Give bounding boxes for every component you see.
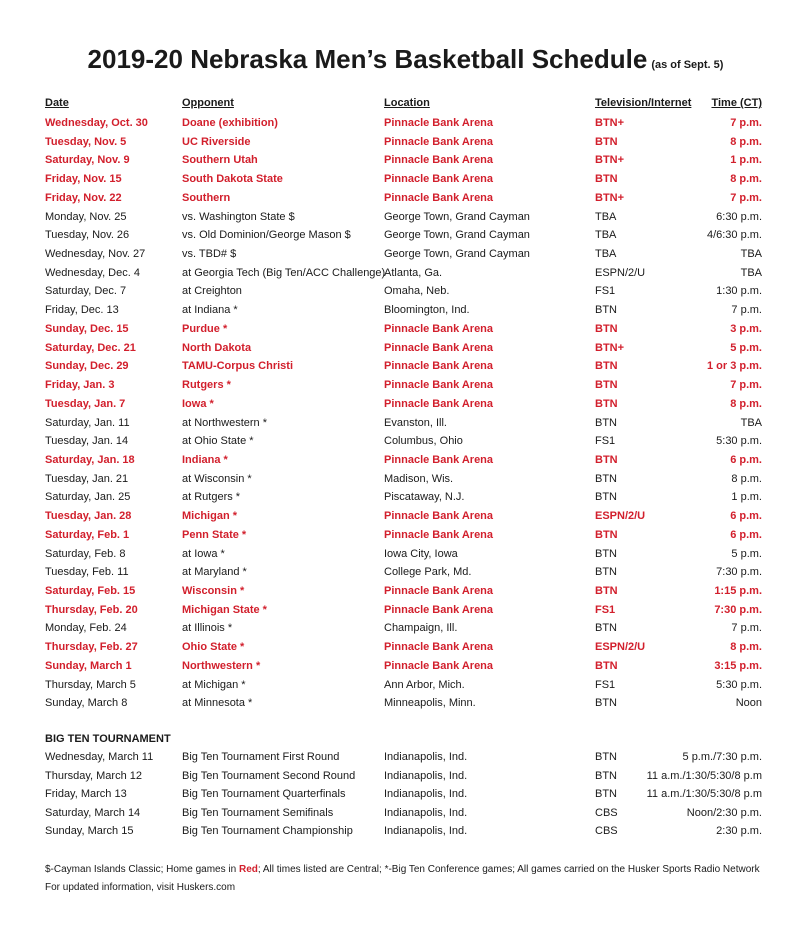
cell-date: Friday, Nov. 22 xyxy=(45,191,122,204)
cell-date: Saturday, Jan. 18 xyxy=(45,453,135,466)
cell-opponent: Purdue * xyxy=(182,322,228,335)
cell-location: Pinnacle Bank Arena xyxy=(384,659,494,672)
cell-opponent: at Illinois * xyxy=(182,622,233,635)
table-row xyxy=(45,767,762,786)
page-title xyxy=(0,44,811,75)
cell-tv: ESPN/2/U xyxy=(595,266,646,279)
table-row xyxy=(45,619,762,638)
header-tv: Television/Internet xyxy=(595,97,692,109)
header-opponent: Opponent xyxy=(182,97,234,109)
cell-date: Thursday, Feb. 20 xyxy=(45,603,138,616)
cell-time: TBA xyxy=(740,248,762,261)
footnote-part1: $-Cayman Islands Classic; Home games in xyxy=(45,864,239,875)
cell-location: Pinnacle Bank Arena xyxy=(384,191,494,204)
cell-date: Sunday, Dec. 15 xyxy=(45,322,129,335)
cell-location: Minneapolis, Minn. xyxy=(384,697,476,710)
cell-tv: TBA xyxy=(595,248,617,261)
cell-opponent: Ohio State * xyxy=(182,641,245,654)
cell-tv: BTN xyxy=(595,135,618,148)
cell-location: Pinnacle Bank Arena xyxy=(384,603,494,616)
cell-time: 7:30 p.m. xyxy=(716,566,762,579)
cell-tv: BTN xyxy=(595,322,618,335)
cell-time: 6:30 p.m. xyxy=(716,210,762,223)
cell-opponent: at Ohio State * xyxy=(182,435,254,448)
footnote-part2: ; All times listed are Central; *-Big Ten Conference games; All games carried on the Husker Sports Radio Network xyxy=(257,864,760,875)
cell-date: Sunday, March 15 xyxy=(45,825,134,838)
cell-location: Pinnacle Bank Arena xyxy=(384,397,494,410)
schedule-table xyxy=(45,114,762,713)
title-note: (as of Sept. 5) xyxy=(651,59,724,71)
cell-location: Indianapolis, Ind. xyxy=(384,751,468,763)
cell-time: 1 p.m. xyxy=(730,154,762,167)
table-row xyxy=(45,676,762,695)
cell-opponent: at Rutgers * xyxy=(182,491,241,504)
cell-tv: BTN xyxy=(595,416,617,429)
cell-location: Pinnacle Bank Arena xyxy=(384,135,494,148)
cell-tv: BTN xyxy=(595,472,617,485)
cell-date: Saturday, March 14 xyxy=(45,806,141,819)
cell-opponent: at Minnesota * xyxy=(182,697,253,710)
cell-date: Friday, Jan. 3 xyxy=(45,379,115,392)
tournament-heading: BIG TEN TOURNAMENT xyxy=(45,733,171,745)
cell-tv: FS1 xyxy=(595,603,616,616)
cell-tv: BTN xyxy=(595,788,617,801)
cell-time: 7 p.m. xyxy=(731,304,762,317)
cell-tv: BTN+ xyxy=(595,191,625,204)
cell-location: College Park, Md. xyxy=(384,566,472,579)
cell-tv: BTN xyxy=(595,622,617,635)
table-row xyxy=(45,451,762,470)
title-text: 2019-20 Nebraska Men’s Basketball Schedule xyxy=(87,44,648,74)
cell-time: 6 p.m. xyxy=(730,453,762,466)
cell-time: Noon xyxy=(735,697,762,710)
footnote-website: For updated information, visit Huskers.com xyxy=(45,882,236,893)
cell-time: 1:15 p.m. xyxy=(714,584,762,597)
cell-time: 2:30 p.m. xyxy=(716,825,762,838)
header-date: Date xyxy=(45,97,69,109)
cell-time: 8 p.m. xyxy=(730,641,762,654)
cell-date: Wednesday, Oct. 30 xyxy=(45,117,148,129)
table-row xyxy=(45,488,762,507)
cell-date: Tuesday, Jan. 7 xyxy=(45,397,126,410)
cell-location: Pinnacle Bank Arena xyxy=(384,173,494,186)
cell-tv: BTN xyxy=(595,769,617,782)
cell-time: 8 p.m. xyxy=(730,135,762,148)
cell-location: Pinnacle Bank Arena xyxy=(384,510,494,523)
cell-location: Indianapolis, Ind. xyxy=(384,788,468,801)
cell-tv: BTN xyxy=(595,751,617,763)
cell-location: Atlanta, Ga. xyxy=(384,266,443,279)
cell-date: Thursday, March 5 xyxy=(45,678,136,691)
table-row xyxy=(45,133,762,152)
header-time: Time (CT) xyxy=(711,97,762,109)
table-row xyxy=(45,189,762,208)
table-row xyxy=(45,638,762,657)
cell-date: Thursday, Feb. 27 xyxy=(45,641,138,654)
cell-time: 1 or 3 p.m. xyxy=(706,360,762,373)
footnote-red-word: Red xyxy=(238,864,258,875)
table-row xyxy=(45,414,762,433)
cell-date: Saturday, Feb. 15 xyxy=(45,584,136,597)
table-row xyxy=(45,526,762,545)
cell-location: Indianapolis, Ind. xyxy=(384,825,468,838)
cell-opponent: South Dakota State xyxy=(182,173,283,186)
cell-date: Wednesday, Nov. 27 xyxy=(45,248,146,261)
cell-opponent: Big Ten Tournament First Round xyxy=(182,751,340,763)
table-row xyxy=(45,282,762,301)
footnote xyxy=(45,864,760,875)
table-row xyxy=(45,582,762,601)
cell-opponent: at Northwestern * xyxy=(182,416,267,429)
table-row xyxy=(45,376,762,395)
cell-time: 8 p.m. xyxy=(730,173,762,186)
cell-time: TBA xyxy=(740,266,762,279)
cell-opponent: at Creighton xyxy=(182,285,242,298)
cell-time: 5 p.m. xyxy=(730,341,762,354)
cell-opponent: Doane (exhibition) xyxy=(182,117,278,129)
table-row xyxy=(45,264,762,283)
cell-location: Pinnacle Bank Arena xyxy=(384,341,494,354)
cell-time: 8 p.m. xyxy=(731,472,762,485)
cell-opponent: Iowa * xyxy=(182,397,214,410)
table-row xyxy=(45,301,762,320)
table-row xyxy=(45,151,762,170)
cell-time: 7 p.m. xyxy=(730,191,762,204)
cell-opponent: UC Riverside xyxy=(182,135,251,148)
table-row xyxy=(45,785,762,804)
cell-date: Friday, Nov. 15 xyxy=(45,173,122,186)
table-row xyxy=(45,545,762,564)
cell-date: Thursday, March 12 xyxy=(45,769,143,782)
table-row xyxy=(45,395,762,414)
table-row xyxy=(45,507,762,526)
table-row xyxy=(45,320,762,339)
cell-opponent: Big Ten Tournament Semifinals xyxy=(182,806,334,819)
table-row xyxy=(45,208,762,227)
cell-time: TBA xyxy=(740,416,762,429)
cell-location: Pinnacle Bank Arena xyxy=(384,584,494,597)
cell-date: Tuesday, Jan. 21 xyxy=(45,472,129,485)
cell-location: Evanston, Ill. xyxy=(384,416,447,429)
cell-tv: BTN xyxy=(595,566,617,579)
cell-opponent: Southern Utah xyxy=(182,154,258,167)
cell-tv: FS1 xyxy=(595,435,616,448)
table-row xyxy=(45,694,762,713)
cell-date: Saturday, Dec. 21 xyxy=(45,341,136,354)
header-location: Location xyxy=(384,97,430,109)
cell-location: Madison, Wis. xyxy=(384,472,454,485)
cell-location: Indianapolis, Ind. xyxy=(384,806,468,819)
cell-opponent: vs. Old Dominion/George Mason $ xyxy=(182,229,351,242)
cell-opponent: TAMU-Corpus Christi xyxy=(182,360,294,373)
cell-opponent: vs. TBD# $ xyxy=(182,248,237,261)
cell-location: George Town, Grand Cayman xyxy=(384,248,530,261)
cell-tv: TBA xyxy=(595,210,617,223)
cell-time: 1:30 p.m. xyxy=(716,285,762,298)
cell-tv: FS1 xyxy=(595,285,616,298)
cell-opponent: at Iowa * xyxy=(182,547,225,560)
cell-location: Omaha, Neb. xyxy=(384,285,450,298)
cell-date: Saturday, Nov. 9 xyxy=(45,154,130,167)
table-row xyxy=(45,114,762,133)
cell-date: Saturday, Dec. 7 xyxy=(45,285,127,298)
cell-opponent: at Michigan * xyxy=(182,678,246,691)
cell-date: Tuesday, Jan. 28 xyxy=(45,510,132,523)
cell-time: 3 p.m. xyxy=(730,322,762,335)
cell-time: Noon/2:30 p.m. xyxy=(686,806,762,819)
table-row xyxy=(45,245,762,264)
table-row xyxy=(45,748,762,767)
cell-date: Saturday, Feb. 8 xyxy=(45,547,126,560)
table-row xyxy=(45,357,762,376)
table-row xyxy=(45,170,762,189)
cell-location: Pinnacle Bank Arena xyxy=(384,528,494,541)
cell-date: Wednesday, March 11 xyxy=(45,751,154,763)
tournament-table xyxy=(45,748,762,841)
cell-time: 11 a.m./1:30/5:30/8 p.m xyxy=(646,788,762,801)
cell-opponent: Indiana * xyxy=(182,453,228,466)
table-row xyxy=(45,822,762,841)
cell-opponent: Southern xyxy=(182,191,231,204)
cell-time: 7:30 p.m. xyxy=(714,603,762,616)
table-row xyxy=(45,339,762,358)
cell-opponent: Big Ten Tournament Second Round xyxy=(182,769,356,782)
cell-location: Pinnacle Bank Arena xyxy=(384,322,494,335)
cell-tv: BTN xyxy=(595,379,618,392)
cell-opponent: at Georgia Tech (Big Ten/ACC Challenge) xyxy=(182,266,386,279)
cell-time: 7 p.m. xyxy=(730,379,762,392)
cell-time: 4/6:30 p.m. xyxy=(706,229,762,242)
cell-opponent: Wisconsin * xyxy=(182,584,245,597)
cell-tv: CBS xyxy=(595,806,618,819)
cell-location: Iowa City, Iowa xyxy=(384,547,458,560)
cell-date: Friday, Dec. 13 xyxy=(45,304,119,317)
cell-time: 7 p.m. xyxy=(731,622,762,635)
cell-location: Pinnacle Bank Arena xyxy=(384,453,494,466)
cell-location: Ann Arbor, Mich. xyxy=(384,678,465,691)
cell-tv: BTN+ xyxy=(595,154,625,167)
cell-opponent: Big Ten Tournament Quarterfinals xyxy=(182,788,346,801)
cell-location: Pinnacle Bank Arena xyxy=(384,117,494,129)
cell-opponent: Rutgers * xyxy=(182,379,231,392)
cell-location: Champaign, Ill. xyxy=(384,622,458,635)
cell-location: Pinnacle Bank Arena xyxy=(384,641,494,654)
cell-tv: BTN xyxy=(595,173,618,186)
cell-date: Sunday, March 1 xyxy=(45,659,132,672)
cell-tv: ESPN/2/U xyxy=(595,641,646,654)
cell-location: Pinnacle Bank Arena xyxy=(384,379,494,392)
cell-date: Friday, March 13 xyxy=(45,788,127,801)
table-row xyxy=(45,226,762,245)
cell-location: George Town, Grand Cayman xyxy=(384,210,530,223)
cell-date: Tuesday, Nov. 26 xyxy=(45,229,130,242)
cell-time: 11 a.m./1:30/5:30/8 p.m xyxy=(646,769,762,782)
cell-tv: BTN+ xyxy=(595,341,625,354)
cell-tv: BTN xyxy=(595,659,618,672)
cell-tv: TBA xyxy=(595,229,617,242)
cell-tv: BTN xyxy=(595,397,618,410)
cell-location: Pinnacle Bank Arena xyxy=(384,154,494,167)
cell-location: Columbus, Ohio xyxy=(384,435,463,448)
cell-time: 7 p.m. xyxy=(730,117,762,129)
cell-tv: CBS xyxy=(595,825,618,838)
table-row xyxy=(45,563,762,582)
cell-location: Pinnacle Bank Arena xyxy=(384,360,494,373)
table-header xyxy=(45,97,762,112)
cell-tv: ESPN/2/U xyxy=(595,510,646,523)
cell-time: 5:30 p.m. xyxy=(716,435,762,448)
cell-location: Piscataway, N.J. xyxy=(384,491,465,504)
cell-location: Indianapolis, Ind. xyxy=(384,769,468,782)
table-row xyxy=(45,470,762,489)
table-row xyxy=(45,804,762,823)
cell-date: Tuesday, Feb. 11 xyxy=(45,566,129,579)
cell-tv: BTN xyxy=(595,697,617,710)
cell-time: 3:15 p.m. xyxy=(714,659,762,672)
cell-opponent: at Indiana * xyxy=(182,304,238,317)
table-row xyxy=(45,657,762,676)
cell-opponent: Michigan * xyxy=(182,510,238,523)
cell-opponent: Big Ten Tournament Championship xyxy=(182,825,353,838)
cell-time: 6 p.m. xyxy=(730,528,762,541)
cell-date: Monday, Nov. 25 xyxy=(45,210,127,223)
cell-time: 6 p.m. xyxy=(730,510,762,523)
cell-time: 5:30 p.m. xyxy=(716,678,762,691)
cell-location: Bloomington, Ind. xyxy=(384,304,470,317)
cell-date: Wednesday, Dec. 4 xyxy=(45,266,140,279)
table-row xyxy=(45,601,762,620)
cell-opponent: at Wisconsin * xyxy=(182,472,252,485)
cell-tv: BTN xyxy=(595,584,618,597)
cell-opponent: Penn State * xyxy=(182,528,247,541)
cell-date: Saturday, Jan. 11 xyxy=(45,416,130,429)
cell-date: Sunday, Dec. 29 xyxy=(45,360,129,373)
cell-date: Sunday, March 8 xyxy=(45,697,128,710)
cell-tv: BTN xyxy=(595,547,617,560)
cell-location: George Town, Grand Cayman xyxy=(384,229,530,242)
cell-opponent: vs. Washington State $ xyxy=(182,210,295,223)
cell-tv: BTN+ xyxy=(595,117,625,129)
cell-opponent: Northwestern * xyxy=(182,659,261,672)
cell-date: Monday, Feb. 24 xyxy=(45,622,127,635)
cell-opponent: North Dakota xyxy=(182,341,252,354)
cell-tv: BTN xyxy=(595,528,618,541)
cell-time: 1 p.m. xyxy=(731,491,762,504)
cell-date: Tuesday, Jan. 14 xyxy=(45,435,129,448)
cell-date: Tuesday, Nov. 5 xyxy=(45,135,127,148)
cell-time: 5 p.m./7:30 p.m. xyxy=(682,751,762,763)
cell-tv: BTN xyxy=(595,491,617,504)
cell-date: Saturday, Feb. 1 xyxy=(45,528,130,541)
cell-tv: BTN xyxy=(595,453,618,466)
cell-tv: BTN xyxy=(595,304,617,317)
cell-time: 5 p.m. xyxy=(731,547,762,560)
cell-tv: FS1 xyxy=(595,678,616,691)
table-row xyxy=(45,432,762,451)
cell-tv: BTN xyxy=(595,360,618,373)
cell-opponent: Michigan State * xyxy=(182,603,267,616)
cell-opponent: at Maryland * xyxy=(182,566,247,579)
cell-date: Saturday, Jan. 25 xyxy=(45,491,131,504)
cell-time: 8 p.m. xyxy=(730,397,762,410)
